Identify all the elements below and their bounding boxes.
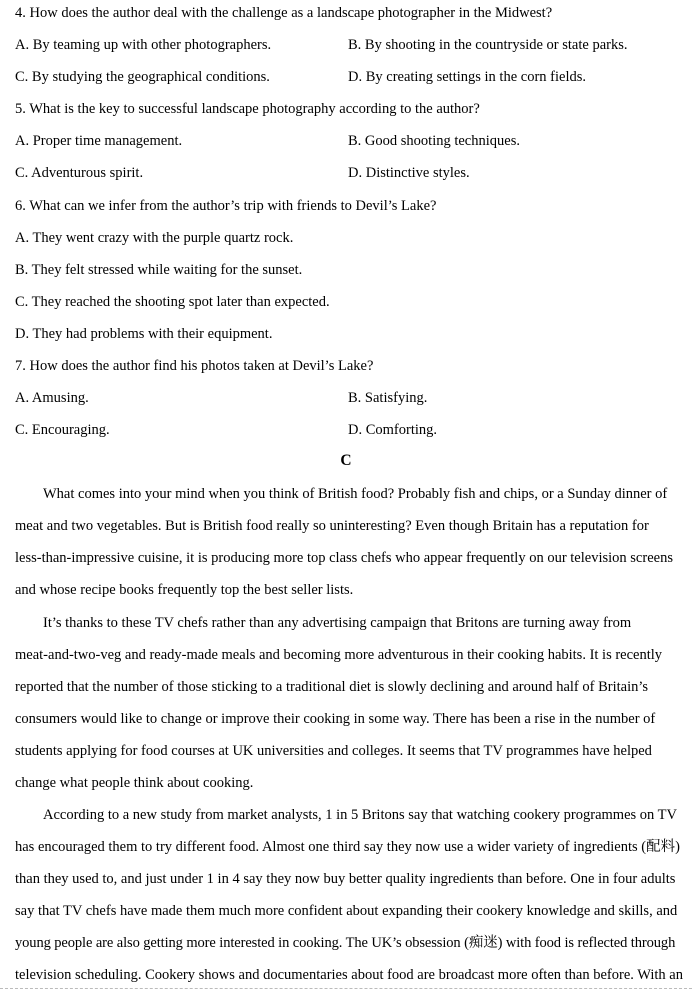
q6-option-a: A. They went crazy with the purple quartz rock. xyxy=(15,230,294,246)
q4-option-a: A. By teaming up with other photographers. xyxy=(15,37,272,53)
q6-option-d: D. They had problems with their equipment. xyxy=(15,326,273,342)
passage-line: It’s thanks to these TV chefs rather than any advertising campaign that Britons are turning away from xyxy=(43,615,632,631)
question-7-stem: 7. How does the author find his photos taken at Devil’s Lake? xyxy=(15,358,374,374)
q5-option-a: A. Proper time management. xyxy=(15,133,183,149)
passage-line: change what people think about cooking. xyxy=(15,775,254,791)
question-5-stem: 5. What is the key to successful landscape photography according to the author? xyxy=(15,101,480,117)
page-bottom-rule xyxy=(0,988,692,989)
passage-line: reported that the number of those sticking to a traditional diet is slowly declining and around half of Britain’s xyxy=(15,679,649,695)
q5-option-b: B. Good shooting techniques. xyxy=(348,133,520,149)
q6-option-b: B. They felt stressed while waiting for the sunset. xyxy=(15,262,303,278)
passage-line: less-than-impressive cuisine, it is producing more top class chefs who appear frequently on our television screens xyxy=(15,550,673,566)
q4-option-d: D. By creating settings in the corn fields. xyxy=(348,69,586,85)
q5-option-d: D. Distinctive styles. xyxy=(348,165,470,181)
q7-option-b: B. Satisfying. xyxy=(348,390,428,406)
question-6-stem: 6. What can we infer from the author’s trip with friends to Devil’s Lake? xyxy=(15,198,437,214)
passage-line: meat-and-two-veg and ready-made meals and becoming more adventurous in their cooking habits. It is recently xyxy=(15,647,663,663)
passage-line: than they used to, and just under 1 in 4 say they now buy better quality ingredients than before. One in four adults xyxy=(15,871,676,887)
q6-option-c: C. They reached the shooting spot later than expected. xyxy=(15,294,330,310)
passage-line: meat and two vegetables. But is British food really so uninteresting? Even though Britain has a reputation for xyxy=(15,518,649,534)
q7-option-a: A. Amusing. xyxy=(15,390,89,406)
passage-line: What comes into your mind when you think of British food? Probably fish and chips, or a Sunday dinner of xyxy=(43,486,668,502)
q4-option-b: B. By shooting in the countryside or state parks. xyxy=(348,37,628,53)
passage-line: has encouraged them to try different food. Almost one third say they now use a wider variety of ingredients (配料) xyxy=(15,839,680,855)
section-heading: C xyxy=(340,452,352,469)
passage-line: television scheduling. Cookery shows and documentaries about food are broadcast more often than before. With an xyxy=(15,967,683,983)
q4-option-c: C. By studying the geographical conditions. xyxy=(15,69,270,85)
passage-line: and whose recipe books frequently top the best seller lists. xyxy=(15,582,354,598)
passage-line: say that TV chefs have made them much more confident about expanding their cookery knowledge and skills, and xyxy=(15,903,678,919)
q7-option-d: D. Comforting. xyxy=(348,422,438,438)
passage-line: consumers would like to change or improve their cooking in some way. There has been a rise in the number of xyxy=(15,711,656,727)
question-4-stem: 4. How does the author deal with the challenge as a landscape photographer in the Midwest? xyxy=(15,5,553,21)
passage-line: students applying for food courses at UK universities and colleges. It seems that TV programmes have helped xyxy=(15,743,652,759)
passage-line: According to a new study from market analysts, 1 in 5 Britons say that watching cookery programmes on TV xyxy=(43,807,677,823)
passage-line: young people are also getting more interested in cooking. The UK’s obsession (痴迷) with food is reflected through xyxy=(15,935,676,951)
q7-option-c: C. Encouraging. xyxy=(15,422,110,438)
q5-option-c: C. Adventurous spirit. xyxy=(15,165,144,181)
